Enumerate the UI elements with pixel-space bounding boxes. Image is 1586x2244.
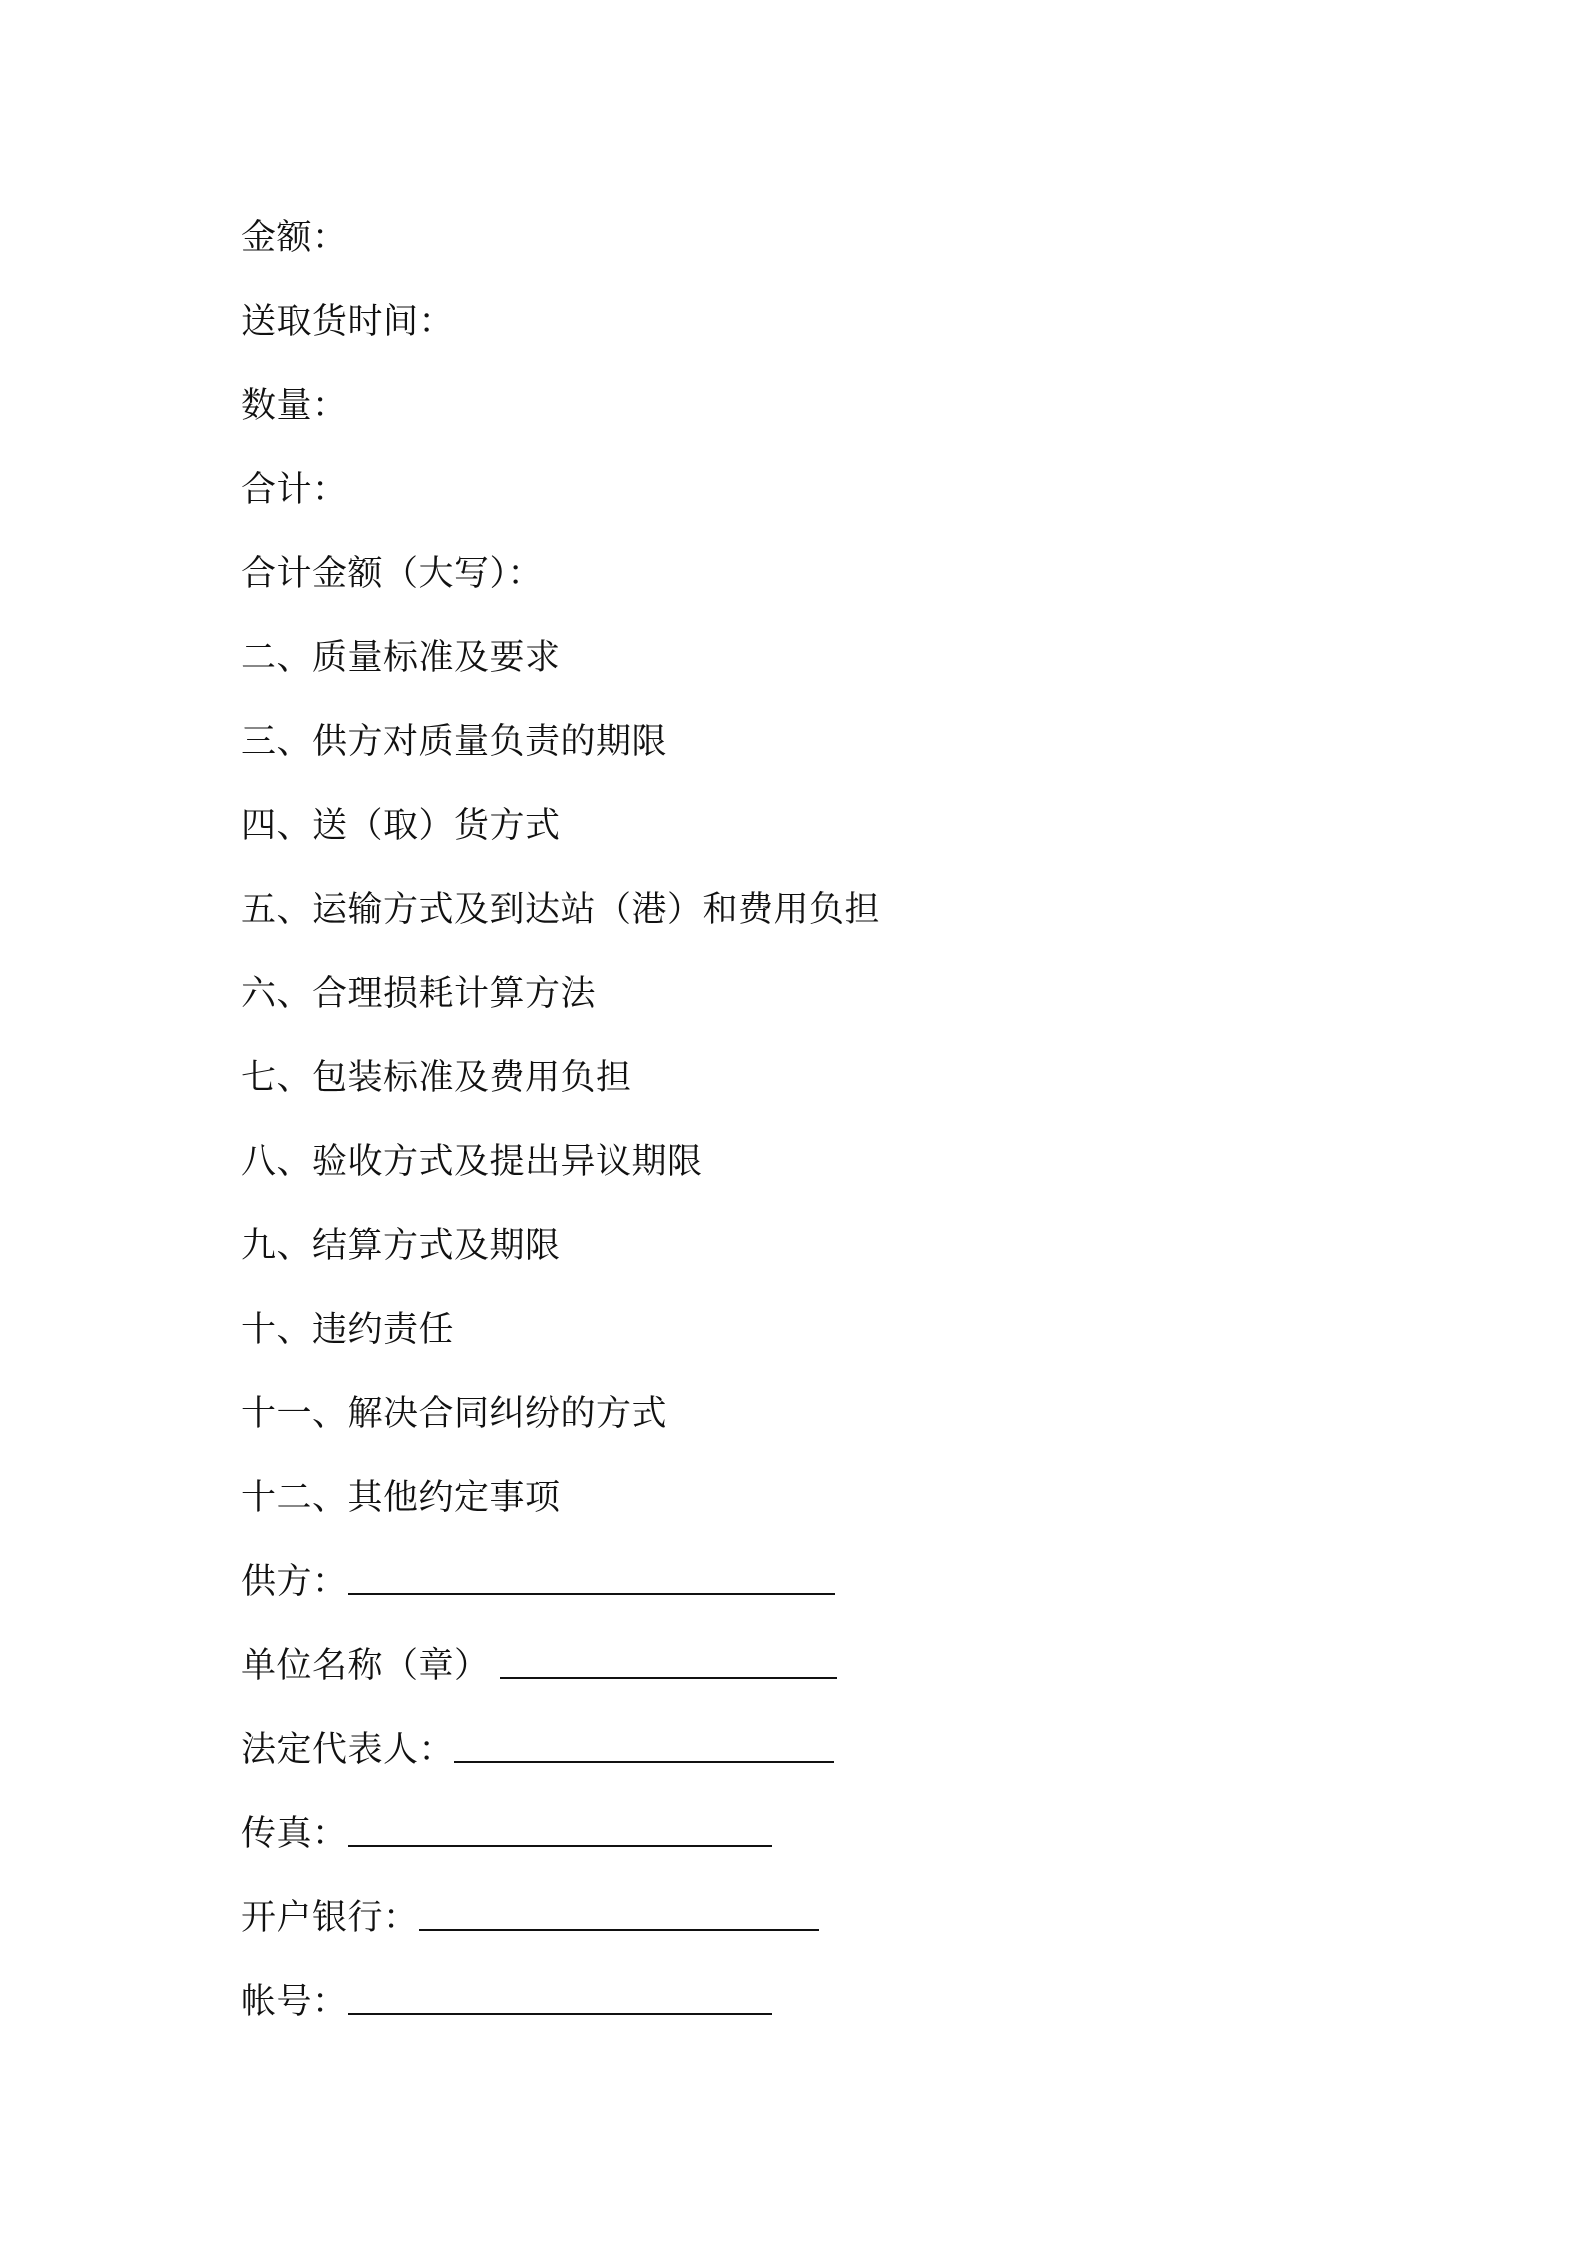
account-line: [241, 1960, 1401, 2044]
section-quality-responsibility-period: 三、供方对质量负责的期限: [241, 722, 668, 762]
section-loss-calculation: 六、合理损耗计算方法: [241, 974, 597, 1014]
delivery-time-label: 送取货时间：: [241, 302, 455, 342]
section-settlement-method: 九、结算方式及期限: [241, 1226, 561, 1266]
bank-line: [241, 1876, 1401, 1960]
supplier-blank[interactable]: [348, 1579, 835, 1595]
section-dispute-resolution: 十一、解决合同纠纷的方式: [241, 1394, 668, 1434]
account-blank[interactable]: [348, 1999, 772, 2015]
legal-rep-line: [241, 1708, 1401, 1792]
total-amount-words-label: 合计金额（大写）：: [241, 554, 544, 594]
total-label: 合计：: [241, 470, 348, 510]
section-packaging-standards: 七、包装标准及费用负担: [241, 1058, 632, 1098]
supplier-label: 供方：: [241, 1562, 348, 1602]
unit-name-blank[interactable]: [500, 1663, 837, 1679]
unit-name-line: [241, 1624, 1401, 1708]
section-breach-liability: 十、违约责任: [241, 1310, 455, 1350]
section-other-terms: 十二、其他约定事项: [241, 1478, 561, 1518]
fax-line: [241, 1792, 1401, 1876]
bank-label: 开户银行：: [241, 1898, 419, 1938]
section-acceptance-method: 八、验收方式及提出异议期限: [241, 1142, 703, 1182]
section-transport-method: 五、运输方式及到达站（港）和费用负担: [241, 890, 881, 930]
fax-blank[interactable]: [348, 1831, 772, 1847]
unit-name-label: 单位名称（章）: [241, 1646, 490, 1686]
section-delivery-method: 四、送（取）货方式: [241, 806, 561, 846]
legal-rep-label: 法定代表人：: [241, 1730, 455, 1770]
contract-body: [241, 196, 1401, 2044]
supplier-line: [241, 1540, 1401, 1624]
fax-label: 传真：: [241, 1814, 348, 1854]
legal-rep-blank[interactable]: [454, 1747, 834, 1763]
bank-blank[interactable]: [419, 1915, 819, 1931]
section-quality-standards: 二、质量标准及要求: [241, 638, 561, 678]
quantity-label: 数量：: [241, 386, 348, 426]
amount-label: 金额：: [241, 218, 348, 258]
account-label: 帐号：: [241, 1982, 348, 2022]
